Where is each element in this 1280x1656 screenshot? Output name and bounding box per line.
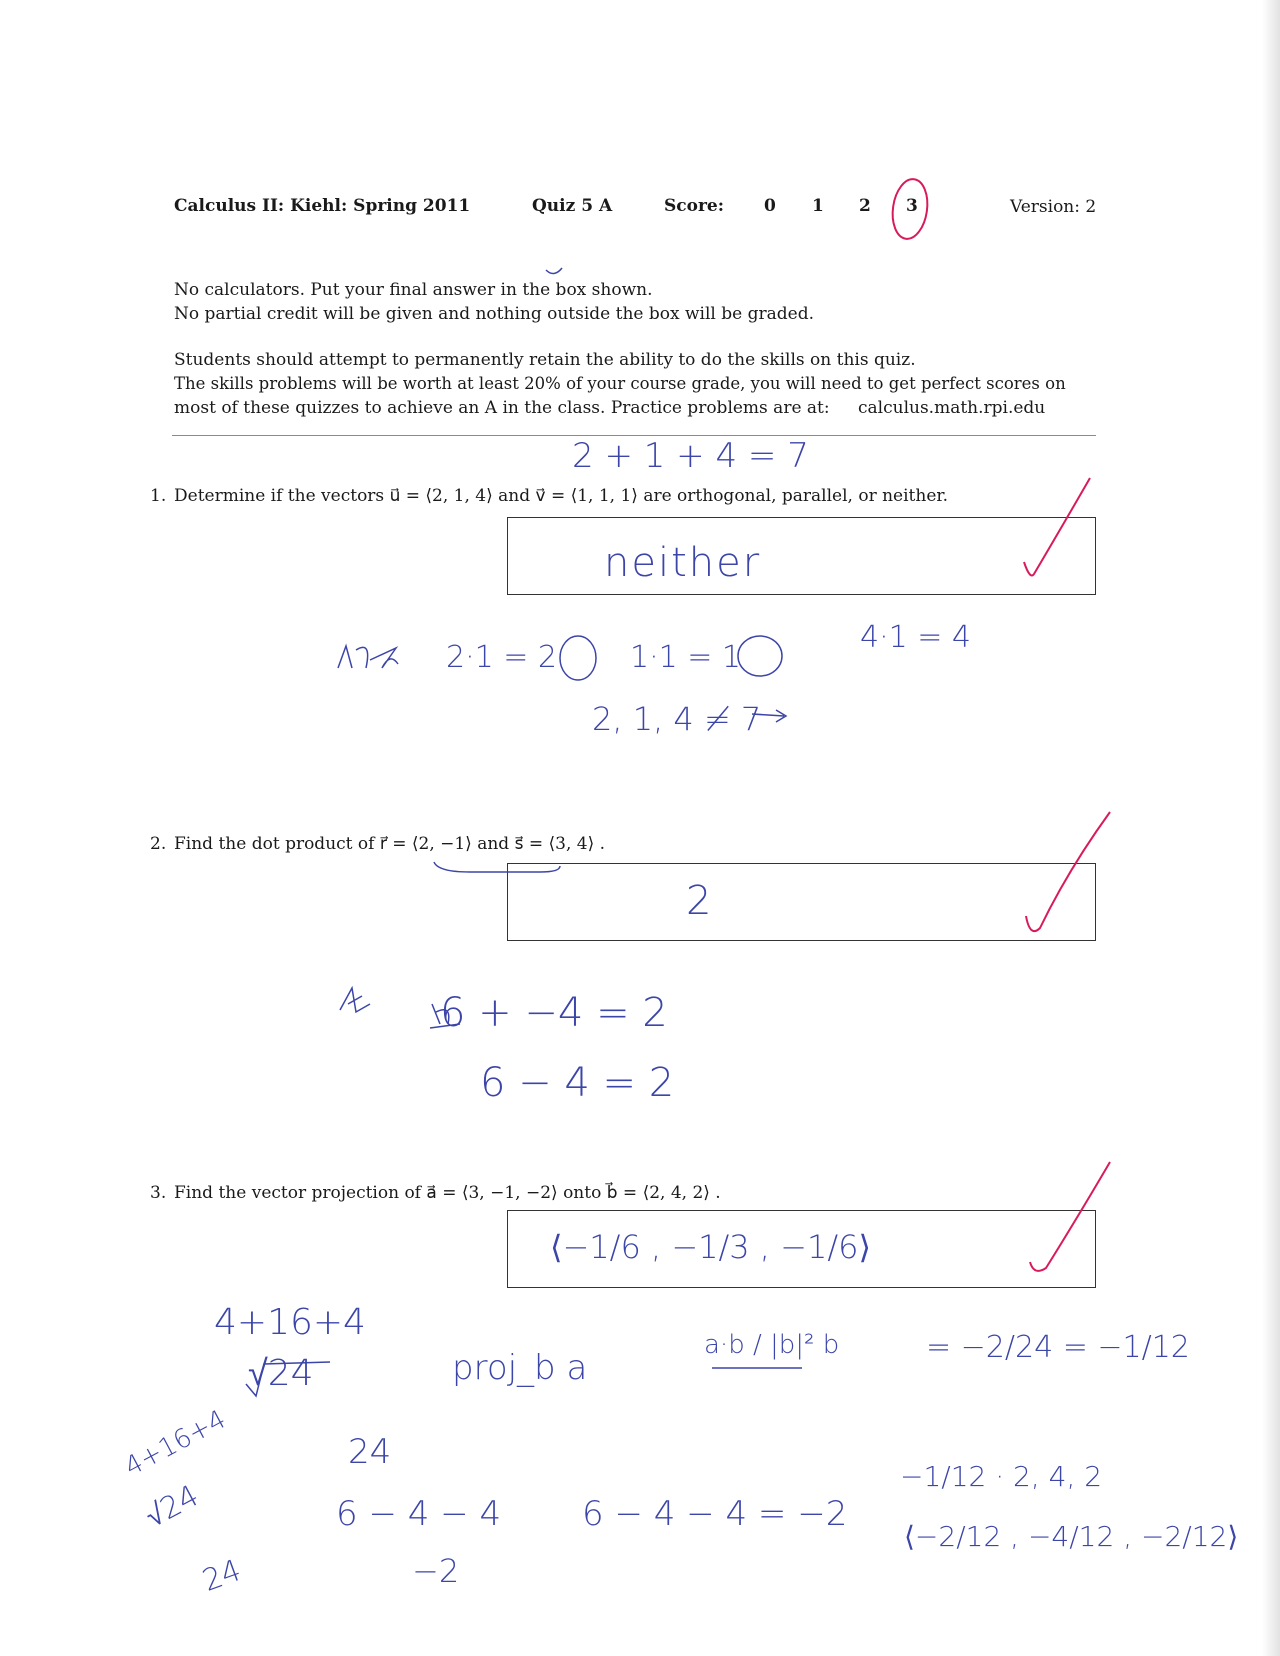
answer-3-handwritten: ⟨−1/6 , −1/3 , −1/6⟩: [550, 1228, 871, 1266]
scribble-2a: [340, 988, 370, 1012]
answer-2-handwritten: 2: [686, 878, 712, 924]
work-3-scalar: = −2/24 = −1/12: [926, 1330, 1190, 1365]
work-2-line-2: 6 − 4 = 2: [480, 1060, 675, 1106]
work-3-scale: −1/12 · 2, 4, 2: [900, 1460, 1103, 1493]
work-1-product-c: 4·1 = 4: [860, 620, 972, 655]
sqrt-stroke: [246, 1362, 330, 1396]
work-1-product-b: 1·1 = 1: [630, 640, 742, 675]
work-1-compare: 2, 1, 4 ≠ 7: [592, 700, 762, 738]
version-label: Version: 2: [1010, 197, 1097, 217]
score-option-0: 0: [764, 196, 776, 216]
work-3-margin-sqrt: √24: [140, 1478, 205, 1535]
scribble-2b: [430, 1004, 460, 1028]
scribble-1: [338, 646, 398, 668]
instruction-line-1: No calculators. Put your final answer in the box shown.: [174, 280, 653, 300]
instruction-line-3: Students should attempt to permanently retain the ability to do the skills on this quiz.: [174, 350, 916, 370]
score-option-1: 1: [812, 196, 824, 216]
quiz-title: Quiz 5 A: [532, 196, 613, 216]
instruction-line-2: No partial credit will be given and nothing outside the box will be graded.: [174, 304, 814, 324]
work-3-result: −2: [412, 1552, 460, 1590]
work-3-dot-a: 6 − 4 − 4: [336, 1494, 502, 1534]
work-1-sum: 2 + 1 + 4 = 7: [572, 436, 809, 476]
instruction-line-4: The skills problems will be worth at least 20% of your course grade, you will need to get perfect scores on: [174, 374, 1066, 393]
check-mark-1: [1024, 478, 1090, 576]
score-option-3: 3: [906, 196, 918, 216]
question-1-text: Determine if the vectors u⃗ = ⟨2, 1, 4⟩ and v⃗ = ⟨1, 1, 1⟩ are orthogonal, parallel, or neither.: [174, 486, 949, 506]
work-3-sqrt: √24: [248, 1353, 314, 1394]
check-mark-3: [1030, 1162, 1110, 1271]
work-3-margin-24: 24: [198, 1552, 246, 1599]
question-1-number: 1.: [150, 486, 167, 506]
work-3-margin-sum: 4+16+4: [120, 1404, 231, 1483]
work-3-dot-b: 6 − 4 − 4 = −2: [582, 1494, 848, 1534]
work-3-proj-label: proj_b a: [452, 1348, 588, 1388]
arrow-mark: [752, 710, 786, 722]
work-1-product-a: 2·1 = 2: [446, 640, 558, 675]
score-label: Score:: [664, 196, 725, 216]
course-title: Calculus II: Kiehl: Spring 2011: [174, 196, 471, 216]
circle-two: [560, 636, 596, 680]
question-3-number: 3.: [150, 1183, 167, 1203]
question-2-text: Find the dot product of r⃗ = ⟨2, −1⟩ and s⃗ = ⟨3, 4⟩ .: [174, 834, 606, 854]
work-3-vector: ⟨−2/12 , −4/12 , −2/12⟩: [904, 1520, 1239, 1553]
question-2-number: 2.: [150, 834, 167, 854]
instruction-line-5: most of these quizzes to achieve an A in the class. Practice problems are at:: [174, 398, 830, 418]
work-2-line-1: 6 + −4 = 2: [440, 990, 668, 1036]
question-3-text: Find the vector projection of a⃗ = ⟨3, −1, −2⟩ onto b⃗ = ⟨2, 4, 2⟩ .: [174, 1183, 721, 1203]
work-3-norm-sum: 4+16+4: [214, 1302, 366, 1343]
check-mark-2: [1026, 812, 1110, 931]
red-caret-mark: [546, 268, 562, 274]
work-3-24: 24: [348, 1432, 392, 1472]
circle-one: [738, 636, 782, 676]
underline-mark-2: [434, 862, 560, 872]
work-3-proj-formula: a·b / |b|² b: [704, 1330, 840, 1360]
practice-url: calculus.math.rpi.edu: [858, 398, 1046, 418]
answer-1-handwritten: neither: [604, 540, 762, 586]
score-circle-mark: [889, 177, 931, 241]
score-option-2: 2: [859, 196, 871, 216]
